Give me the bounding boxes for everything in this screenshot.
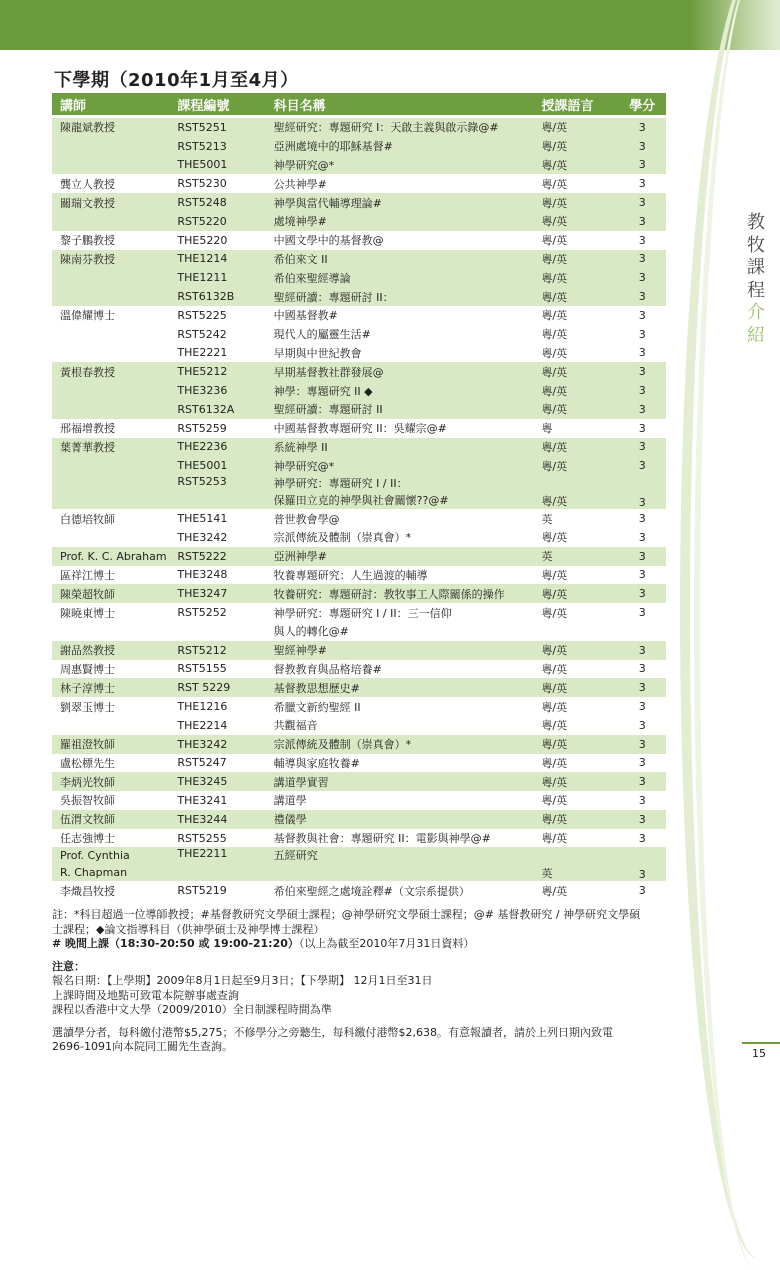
side-char: 紹 — [747, 324, 765, 346]
cell-course-code: RST5247 — [169, 754, 265, 773]
cell-teacher — [52, 268, 169, 287]
cell-language: 粵/英 — [533, 603, 618, 622]
cell-course-name: 神學研究：專題研究 I / II：三一信仰 — [266, 603, 534, 622]
cell-teacher: 李炳光牧師 — [52, 772, 169, 791]
cell-course-code: RST5225 — [169, 306, 265, 325]
cell-credit: 3 — [618, 881, 666, 900]
cell-credit: 3 — [618, 791, 666, 810]
page-number-rule — [742, 1042, 780, 1044]
table-row — [52, 381, 666, 400]
cell-language: 粵/英 — [533, 660, 618, 679]
cell-course-code: RST5155 — [169, 660, 265, 679]
cell-language: 粵/英 — [533, 212, 618, 231]
cell-course-name: 督教教育與品格培養# — [266, 660, 534, 679]
cell-course-name: 亞洲神學# — [266, 547, 534, 566]
cell-teacher: Prof. Cynthia R. Chapman — [52, 847, 169, 881]
cell-teacher: 劉翠玉博士 — [52, 697, 169, 716]
cell-language — [533, 622, 618, 641]
cell-course-code: RST5220 — [169, 212, 265, 231]
cell-course-code: THE5141 — [169, 509, 265, 528]
cell-course-name: 輔導與家庭牧養# — [266, 754, 534, 773]
cell-teacher — [52, 475, 169, 509]
table-row — [52, 603, 666, 622]
cell-language: 粵/英 — [533, 584, 618, 603]
cell-language: 粵/英 — [533, 117, 618, 137]
cell-course-name: 現代人的屬靈生活# — [266, 325, 534, 344]
cell-course-code: THE3242 — [169, 735, 265, 754]
cell-course-name: 五經研究 — [266, 847, 534, 881]
cell-course-code: RST5219 — [169, 881, 265, 900]
table-row — [52, 137, 666, 156]
cell-course-code: THE3248 — [169, 566, 265, 585]
table-row — [52, 250, 666, 269]
cell-course-code: RST5222 — [169, 547, 265, 566]
table-row — [52, 754, 666, 773]
table-row — [52, 212, 666, 231]
evening-class-times: # 晚間上課（18:30-20:50 或 19:00-21:20） — [52, 937, 299, 950]
table-row — [52, 847, 666, 881]
table-row — [52, 287, 666, 306]
cell-course-name: 公共神學# — [266, 174, 534, 193]
cell-credit: 3 — [618, 697, 666, 716]
cell-language: 粵/英 — [533, 791, 618, 810]
cell-course-code: RST5252 — [169, 603, 265, 622]
cell-course-code: THE2221 — [169, 344, 265, 363]
table-row — [52, 174, 666, 193]
cell-course-code: RST5251 — [169, 117, 265, 137]
cell-language: 英 — [533, 509, 618, 528]
cell-credit: 3 — [618, 344, 666, 363]
table-row — [52, 268, 666, 287]
cell-teacher — [52, 528, 169, 547]
table-row — [52, 306, 666, 325]
cell-teacher: 周惠賢博士 — [52, 660, 169, 679]
cell-language: 粵/英 — [533, 137, 618, 156]
cell-credit: 3 — [618, 268, 666, 287]
cell-course-code: THE3242 — [169, 528, 265, 547]
cell-course-name: 講道學實習 — [266, 772, 534, 791]
cell-language: 粵/英 — [533, 456, 618, 475]
table-row — [52, 547, 666, 566]
cell-teacher: 盧松標先生 — [52, 754, 169, 773]
cell-course-name: 中國文學中的基督教@ — [266, 231, 534, 250]
cell-language: 粵/英 — [533, 193, 618, 212]
table-body — [52, 117, 666, 901]
cell-teacher: 陳龍斌教授 — [52, 117, 169, 137]
cell-language: 粵/英 — [533, 287, 618, 306]
cell-course-code: THE3241 — [169, 791, 265, 810]
cell-course-name: 早期基督教社群發展@ — [266, 362, 534, 381]
cell-credit: 3 — [618, 362, 666, 381]
cell-language: 粵/英 — [533, 362, 618, 381]
cell-course-name: 講道學 — [266, 791, 534, 810]
cell-course-code: THE3244 — [169, 810, 265, 829]
header-course-name: 科目名稱 — [266, 93, 534, 117]
cell-credit: 3 — [618, 212, 666, 231]
cell-credit: 3 — [618, 509, 666, 528]
cell-course-code: THE3247 — [169, 584, 265, 603]
cell-course-code: RST5248 — [169, 193, 265, 212]
cell-credit: 3 — [618, 829, 666, 848]
cell-language: 粵/英 — [533, 231, 618, 250]
cell-credit: 3 — [618, 754, 666, 773]
table-row — [52, 509, 666, 528]
table-row — [52, 881, 666, 900]
cell-credit: 3 — [618, 381, 666, 400]
cell-teacher — [52, 381, 169, 400]
table-row — [52, 400, 666, 419]
cell-credit: 3 — [618, 137, 666, 156]
cell-teacher: 關瑞文教授 — [52, 193, 169, 212]
cell-course-name: 亞洲處境中的耶穌基督# — [266, 137, 534, 156]
cell-credit: 3 — [618, 678, 666, 697]
cell-teacher: 白德培牧師 — [52, 509, 169, 528]
cell-language: 粵/英 — [533, 250, 618, 269]
cell-teacher — [52, 400, 169, 419]
cell-course-name: 神學：專題研究 II ◆ — [266, 381, 534, 400]
cell-credit: 3 — [618, 603, 666, 622]
cell-course-name: 基督教思想歷史# — [266, 678, 534, 697]
data-as-of: （以上為截至2010年7月31日資料） — [298, 937, 475, 950]
cell-credit: 3 — [618, 325, 666, 344]
cell-course-name: 牧養研究：專題研討：教牧事工人際關係的操作 — [266, 584, 534, 603]
cell-language: 粵/英 — [533, 697, 618, 716]
cell-course-code: RST5255 — [169, 829, 265, 848]
cell-language: 粵/英 — [533, 810, 618, 829]
table-row — [52, 156, 666, 175]
cell-course-code: RST5259 — [169, 419, 265, 438]
table-row — [52, 641, 666, 660]
table-row — [52, 829, 666, 848]
cell-language: 英 — [533, 547, 618, 566]
cell-language: 粵/英 — [533, 306, 618, 325]
table-row — [52, 528, 666, 547]
table-row — [52, 735, 666, 754]
legend-note-cont: 士課程；◆論文指導科目（供神學碩士及神學博士課程） — [52, 922, 325, 936]
cell-credit: 3 — [618, 566, 666, 585]
cell-course-code: RST5242 — [169, 325, 265, 344]
table-row — [52, 475, 666, 509]
cell-language: 粵/英 — [533, 678, 618, 697]
table-row — [52, 231, 666, 250]
cell-course-name: 牧養專題研究：人生過渡的輔導 — [266, 566, 534, 585]
cell-course-name: 共觀福音 — [266, 716, 534, 735]
cell-language: 粵/英 — [533, 641, 618, 660]
section-heading: 下學期（2010年1月至4月） — [54, 70, 299, 91]
cell-credit: 3 — [618, 174, 666, 193]
cell-course-name: 早期與中世紀教會 — [266, 344, 534, 363]
table-row — [52, 325, 666, 344]
cell-teacher — [52, 212, 169, 231]
cell-teacher: 謝品然教授 — [52, 641, 169, 660]
cell-course-code: THE1211 — [169, 268, 265, 287]
cell-course-name: 希臘文新約聖經 II — [266, 697, 534, 716]
cell-course-code: THE1216 — [169, 697, 265, 716]
cell-course-name: 處境神學# — [266, 212, 534, 231]
cell-credit: 3 — [618, 641, 666, 660]
cell-language: 粵/英 — [533, 344, 618, 363]
table-row — [52, 810, 666, 829]
cell-language: 粵/英 — [533, 156, 618, 175]
cell-language: 粵/英 — [533, 735, 618, 754]
cell-teacher: 李熾昌牧授 — [52, 881, 169, 900]
table-row — [52, 678, 666, 697]
cell-course-code: RST5212 — [169, 641, 265, 660]
cell-teacher: Prof. K. C. Abraham — [52, 547, 169, 566]
cell-credit — [618, 622, 666, 641]
table-row — [52, 584, 666, 603]
cell-course-code: RST 5229 — [169, 678, 265, 697]
schedule-note: 課程以香港中文大學（2009/2010）全日制課程時間為準 — [52, 1003, 332, 1016]
side-char: 介 — [747, 302, 765, 323]
cell-language: 粵/英 — [533, 716, 618, 735]
cell-course-name: 與人的轉化@# — [266, 622, 534, 641]
cell-credit: 3 — [618, 193, 666, 212]
cell-language: 粵/英 — [533, 325, 618, 344]
cell-language: 粵/英 — [533, 528, 618, 547]
cell-course-code: RST6132A — [169, 400, 265, 419]
cell-credit: 3 — [618, 584, 666, 603]
cell-course-name: 禮儀學 — [266, 810, 534, 829]
cell-teacher: 區祥江博士 — [52, 566, 169, 585]
cell-course-name: 神學研究：專題研究 I / II： 保羅田立克的神學與社會關懷??@# — [266, 475, 534, 509]
cell-credit: 3 — [618, 400, 666, 419]
cell-teacher: 溫偉耀博士 — [52, 306, 169, 325]
cell-teacher: 吳振智牧師 — [52, 791, 169, 810]
table-row — [52, 362, 666, 381]
cell-teacher: 林子淳博士 — [52, 678, 169, 697]
cell-teacher: 陳曉東博士 — [52, 603, 169, 622]
cell-teacher — [52, 325, 169, 344]
cell-teacher: 羅祖澄牧師 — [52, 735, 169, 754]
cell-course-name: 宗派傳統及體制（崇真會）* — [266, 735, 534, 754]
cell-course-name: 聖經研讀：專題研討 II： — [266, 287, 534, 306]
cell-credit: 3 — [618, 231, 666, 250]
cell-course-code: THE5212 — [169, 362, 265, 381]
table-header-row — [52, 93, 666, 117]
cell-language: 粵/英 — [533, 829, 618, 848]
cell-course-name: 希伯來聖經導論 — [266, 268, 534, 287]
cell-course-code: THE3236 — [169, 381, 265, 400]
cell-teacher: 邢福增教授 — [52, 419, 169, 438]
cell-course-code: THE5220 — [169, 231, 265, 250]
cell-teacher — [52, 716, 169, 735]
header-teacher: 講師 — [52, 93, 169, 117]
cell-course-name: 聖經研讀：專題研討 II — [266, 400, 534, 419]
cell-credit: 3 — [618, 306, 666, 325]
cell-credit: 3 — [618, 528, 666, 547]
page-number: 15 — [752, 1047, 766, 1060]
cell-credit: 3 — [618, 250, 666, 269]
table-row — [52, 193, 666, 212]
table-row — [52, 438, 666, 457]
cell-language: 英 — [533, 847, 618, 881]
cell-course-name: 普世教會學@ — [266, 509, 534, 528]
cell-language: 粵/英 — [533, 772, 618, 791]
cell-credit: 3 — [618, 117, 666, 137]
course-table — [52, 93, 666, 900]
table-row — [52, 716, 666, 735]
table-row — [52, 772, 666, 791]
side-char: 課 — [747, 257, 765, 278]
legend-note: 註：*科目超過一位導師教授；#基督教研究文學碩士課程；@神學研究文學碩士課程；@# 基督教研究 / 神學研究文學碩 — [52, 908, 641, 921]
top-green-bar — [0, 0, 780, 50]
fee-note-cont: 2696-1091向本院同工關先生查詢。 — [52, 1040, 233, 1053]
side-vertical-title — [745, 212, 767, 347]
cell-credit: 3 — [618, 456, 666, 475]
cell-teacher: 伍渭文牧師 — [52, 810, 169, 829]
cell-language: 粵/英 — [533, 475, 618, 509]
cell-course-name: 基督教與社會：專題研究 II：電影與神學@# — [266, 829, 534, 848]
cell-course-name: 系統神學 II — [266, 438, 534, 457]
cell-course-name: 希伯來聖經之處境詮釋#（文宗系提供） — [266, 881, 534, 900]
evening-note — [52, 937, 692, 952]
cell-teacher — [52, 156, 169, 175]
cell-language: 粵/英 — [533, 268, 618, 287]
cell-language: 粵/英 — [533, 881, 618, 900]
cell-course-code: THE1214 — [169, 250, 265, 269]
cell-credit: 3 — [618, 419, 666, 438]
registration-dates: 報名日期：【上學期】2009年8月1日起至9月3日；【下學期】 12月1日至31日 — [52, 974, 433, 987]
cell-course-code: THE3245 — [169, 772, 265, 791]
cell-course-code: RST5213 — [169, 137, 265, 156]
cell-course-name: 宗派傳統及體制（崇真會）* — [266, 528, 534, 547]
table-row — [52, 456, 666, 475]
cell-course-name: 中國基督教專題研究 II：吳耀宗@# — [266, 419, 534, 438]
cell-language: 粵 — [533, 419, 618, 438]
table-row — [52, 344, 666, 363]
cell-credit: 3 — [618, 475, 666, 509]
cell-teacher — [52, 287, 169, 306]
cell-credit: 3 — [618, 660, 666, 679]
table-row — [52, 566, 666, 585]
cell-course-name: 神學研究@* — [266, 456, 534, 475]
cell-credit: 3 — [618, 547, 666, 566]
cell-credit: 3 — [618, 287, 666, 306]
cell-course-name: 希伯來文 II — [266, 250, 534, 269]
notes-section — [52, 908, 692, 1055]
cell-teacher: 任志強博士 — [52, 829, 169, 848]
table-row — [52, 697, 666, 716]
cell-credit: 3 — [618, 716, 666, 735]
enquiry-note: 上課時間及地點可致電本院辦事處查詢 — [52, 988, 239, 1002]
cell-course-code: THE2211 — [169, 847, 265, 881]
cell-credit: 3 — [618, 772, 666, 791]
cell-course-name: 神學研究@* — [266, 156, 534, 175]
cell-course-code: THE2236 — [169, 438, 265, 457]
fee-note: 選讀學分者，每科繳付港幣$5,275；不修學分之旁聽生，每科繳付港幣$2,638。有意報讀者，請於上列日期內致電 — [52, 1025, 613, 1039]
cell-language: 粵/英 — [533, 566, 618, 585]
cell-course-name: 中國基督教# — [266, 306, 534, 325]
cell-teacher — [52, 622, 169, 641]
cell-teacher — [52, 344, 169, 363]
cell-teacher: 陳榮超牧師 — [52, 584, 169, 603]
cell-course-name: 聖經神學# — [266, 641, 534, 660]
cell-credit: 3 — [618, 847, 666, 881]
cell-teacher — [52, 456, 169, 475]
table-row — [52, 660, 666, 679]
cell-teacher: 龔立人教授 — [52, 174, 169, 193]
cell-course-code: RST6132B — [169, 287, 265, 306]
side-char: 教 — [747, 212, 765, 233]
cell-language: 粵/英 — [533, 438, 618, 457]
side-char: 程 — [747, 279, 765, 301]
cell-course-code: THE5001 — [169, 156, 265, 175]
cell-course-code: THE5001 — [169, 456, 265, 475]
cell-language: 粵/英 — [533, 174, 618, 193]
cell-credit: 3 — [618, 438, 666, 457]
cell-language: 粵/英 — [533, 754, 618, 773]
cell-teacher: 黃根春教授 — [52, 362, 169, 381]
cell-credit: 3 — [618, 156, 666, 175]
cell-teacher — [52, 137, 169, 156]
cell-teacher: 黎子鵬教授 — [52, 231, 169, 250]
table-row — [52, 622, 666, 641]
table-row — [52, 419, 666, 438]
cell-teacher: 葉菁華教授 — [52, 438, 169, 457]
header-course-code: 課程編號 — [169, 93, 265, 117]
cell-course-name: 神學與當代輔導理論# — [266, 193, 534, 212]
cell-course-code — [169, 622, 265, 641]
cell-credit: 3 — [618, 735, 666, 754]
header-credit: 學分 — [618, 93, 666, 117]
cell-credit: 3 — [618, 810, 666, 829]
cell-course-code: THE2214 — [169, 716, 265, 735]
table-row — [52, 117, 666, 137]
table-row — [52, 791, 666, 810]
side-char: 牧 — [747, 234, 765, 256]
attention-heading: 注意： — [52, 959, 85, 973]
cell-language: 粵/英 — [533, 400, 618, 419]
cell-course-code: RST5230 — [169, 174, 265, 193]
cell-course-code: RST5253 — [169, 475, 265, 509]
cell-course-name: 聖經研究：專題研究 I：天啟主義與啟示錄@# — [266, 117, 534, 137]
cell-language: 粵/英 — [533, 381, 618, 400]
header-language: 授課語言 — [533, 93, 618, 117]
cell-teacher: 陳南芬教授 — [52, 250, 169, 269]
